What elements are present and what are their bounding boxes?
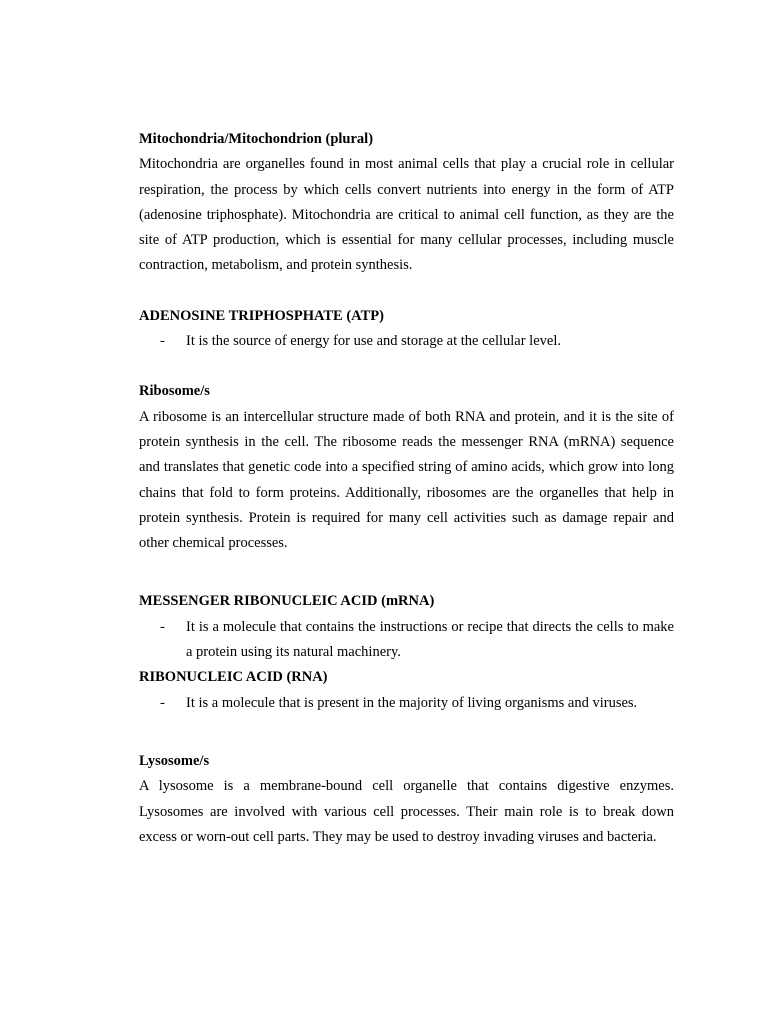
spacer xyxy=(139,716,674,749)
section-ribosome xyxy=(139,379,674,556)
section-rna xyxy=(139,665,674,716)
bullet-marker: - xyxy=(160,333,165,350)
mrna-heading: MESSENGER RIBONUCLEIC ACID (mRNA) xyxy=(139,593,435,610)
lysosome-heading: Lysosome/s xyxy=(139,752,210,769)
bullet-text: It is the source of energy for use and storage at the cellular level. xyxy=(186,333,561,350)
lysosome-paragraph: A lysosome is a membrane-bound cell organelle that contains digestive enzymes. Lysosomes are involved with various cell processes. Their main role is to break down excess or worn-out cell parts. They may be used to destroy invading viruses and bacteria. xyxy=(139,778,674,845)
rna-bullet-list xyxy=(139,691,674,716)
atp-heading: ADENOSINE TRIPHOSPHATE (ATP) xyxy=(139,307,384,324)
list-item xyxy=(139,615,674,666)
bullet-text: It is a molecule that contains the instructions or recipe that directs the cells to make a protein using its natural machinery. xyxy=(186,618,674,661)
mitochondria-paragraph: Mitochondria are organelles found in most animal cells that play a crucial role in cellular respiration, the process by which cells convert nutrients into energy in the form of ATP (adenosine triphosphate). Mitochondria are critical to animal cell function, as they are the site of ATP production, which is essential for many cellular processes, including muscle contraction, metabolism, and protein synthesis. xyxy=(139,156,674,274)
bullet-marker: - xyxy=(160,618,165,635)
document-page xyxy=(139,127,674,850)
list-item xyxy=(139,329,674,354)
bullet-marker: - xyxy=(160,694,165,711)
section-atp xyxy=(139,304,674,355)
ribosome-heading: Ribosome/s xyxy=(139,383,210,400)
spacer xyxy=(139,556,674,589)
rna-heading: RIBONUCLEIC ACID (RNA) xyxy=(139,669,328,686)
spacer xyxy=(139,279,674,304)
section-lysosome xyxy=(139,749,674,850)
bullet-text: It is a molecule that is present in the majority of living organisms and viruses. xyxy=(186,694,638,711)
mrna-bullet-list xyxy=(139,615,674,666)
section-mitochondria xyxy=(139,127,674,279)
ribosome-paragraph: A ribosome is an intercellular structure made of both RNA and protein, and it is the site of protein synthesis in the cell. The ribosome reads the messenger RNA (mRNA) sequence and translates that genetic code into a specified string of amino acids, which grow into long chains that fold to form proteins. Additionally, ribosomes are the organelles that help in protein synthesis. Protein is required for many cell activities such as damage repair and other chemical processes. xyxy=(139,408,674,552)
section-mrna xyxy=(139,589,674,665)
mitochondria-heading: Mitochondria/Mitochondrion (plural) xyxy=(139,131,374,147)
list-item xyxy=(139,691,674,716)
atp-bullet-list xyxy=(139,329,674,354)
spacer xyxy=(139,354,674,379)
